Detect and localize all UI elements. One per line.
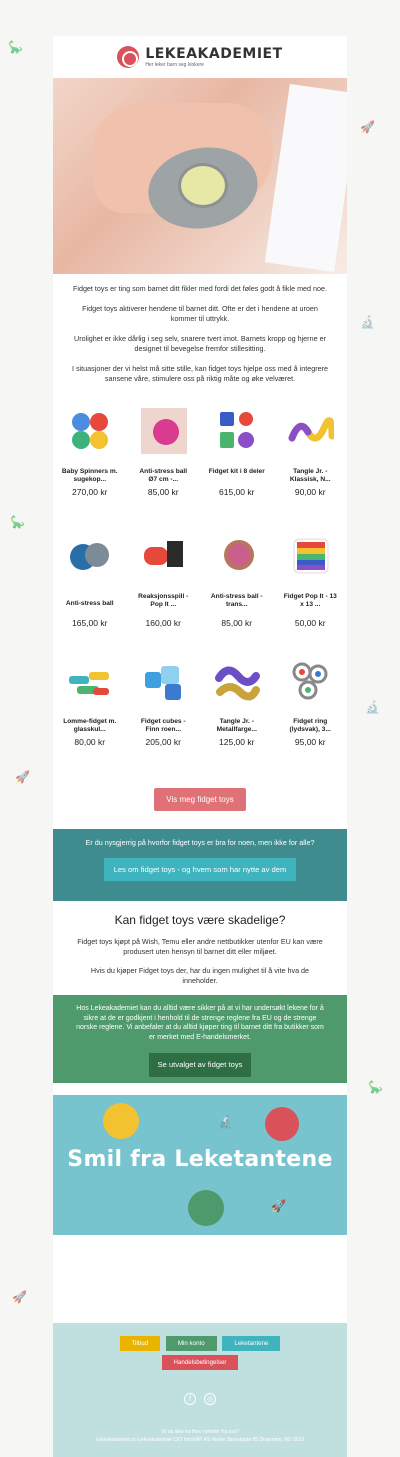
leketantene-banner[interactable] <box>53 1095 347 1235</box>
robot-avatar-icon <box>188 1190 224 1226</box>
newsletter-container <box>53 36 347 1457</box>
product-name[interactable]: Tangle Jr. - Klassisk, N... <box>289 468 331 483</box>
intro-paragraph: Fidget toys er ting som barnet ditt fikler med fordi det føles godt å fikle med noe. <box>72 284 328 293</box>
intro-paragraph: I situasjoner der vi helst må sitte stille, kan fidget toys hjelpe oss med å integrere sansene våre, stimulere oss på riktig måte og øke velværet. <box>71 364 329 383</box>
intro-paragraph: Urolighet er ikke dårlig i seg selv, snarere tvert imot. Barnets kropp og hjerne er designet til bevegelse fremfor stillesitting. <box>74 334 326 353</box>
safety-section <box>53 995 347 1083</box>
product-price: 90,00 kr <box>294 487 326 497</box>
dinosaur-avatar-icon <box>265 1107 299 1141</box>
product-card[interactable] <box>53 530 127 655</box>
product-card[interactable] <box>200 530 274 655</box>
product-card[interactable] <box>127 655 201 780</box>
product-image[interactable] <box>285 405 337 457</box>
product-name[interactable]: Fidget kit i 8 deler <box>208 468 265 475</box>
product-name[interactable]: Lomme-fidget m. glasskul... <box>63 718 117 733</box>
product-image[interactable] <box>211 530 263 582</box>
product-card[interactable] <box>127 530 201 655</box>
product-image[interactable] <box>64 655 116 707</box>
harm-paragraph: Fidget toys kjøpt på Wish, Temu eller andre nettbutikker utenfor EU kan være produsert uten hensyn til barnet ditt eller miljøet. <box>77 937 323 956</box>
product-card[interactable] <box>274 655 348 780</box>
product-image[interactable] <box>138 655 190 707</box>
product-image[interactable] <box>211 655 263 707</box>
product-price: 85,00 kr <box>221 618 253 628</box>
fidget-button-shape <box>178 163 228 208</box>
background-microscope-icon: 🔬 <box>360 315 375 329</box>
hero-image[interactable] <box>53 78 347 274</box>
product-grid <box>53 405 347 780</box>
product-card[interactable] <box>127 405 201 530</box>
background-rocket-icon: 🚀 <box>360 120 375 134</box>
harm-title: Kan fidget toys være skadelige? <box>114 913 286 927</box>
background-rocket-icon: 🚀 <box>15 770 30 784</box>
logo[interactable] <box>145 47 282 68</box>
info-question: Er du nysgjerrig på hvorfor fidget toys er bra for noen, men ikke for alle? <box>85 838 315 847</box>
social-links <box>53 1393 347 1405</box>
read-about-button[interactable]: Les om fidget toys - og hvem som har nytte av dem <box>104 858 297 881</box>
background-dinosaur-icon: 🦕 <box>8 40 23 54</box>
product-price: 615,00 kr <box>219 487 255 497</box>
product-card[interactable] <box>200 405 274 530</box>
background-microscope-icon: 🔬 <box>365 700 380 714</box>
brand-name: LEKEAKADEMIET <box>145 45 283 62</box>
brand-tagline: Her leker barn seg klokere <box>145 61 204 68</box>
rocket-icon: 🚀 <box>271 1199 286 1213</box>
show-products-cta <box>53 780 347 811</box>
product-name[interactable]: Anti-stress ball - trans... <box>210 593 263 608</box>
footer <box>53 1323 347 1457</box>
product-card[interactable] <box>274 405 348 530</box>
footer-links <box>53 1336 347 1370</box>
product-price: 85,00 kr <box>147 487 179 497</box>
microscope-icon: 🔬 <box>218 1115 233 1129</box>
product-name[interactable]: Anti-stress ball Ø7 cm -... <box>139 468 188 483</box>
product-price: 160,00 kr <box>145 618 181 628</box>
product-price: 95,00 kr <box>294 737 326 747</box>
product-image[interactable] <box>285 530 337 582</box>
leketantene-link[interactable]: Leketantene <box>222 1336 280 1351</box>
logo-icon[interactable] <box>117 46 139 68</box>
product-image[interactable] <box>211 405 263 457</box>
product-card[interactable] <box>274 530 348 655</box>
product-card[interactable] <box>53 405 127 530</box>
instagram-icon[interactable]: ◎ <box>204 1393 216 1405</box>
product-image[interactable] <box>138 405 190 457</box>
product-image[interactable] <box>138 530 190 582</box>
see-selection-button[interactable]: Se utvalget av fidget toys <box>149 1053 252 1077</box>
product-image[interactable] <box>64 405 116 457</box>
background-rocket-icon: 🚀 <box>12 1290 27 1304</box>
harm-section <box>53 901 347 986</box>
harm-paragraph: Hvis du kjøper Fidget toys der, har du ingen mulighet til å vite hva de inneholder. <box>90 966 310 985</box>
product-name[interactable]: Fidget cubes - Finn roen... <box>140 718 186 733</box>
product-card[interactable] <box>200 655 274 780</box>
terms-link[interactable]: Handelsbetingelser <box>162 1355 239 1370</box>
cat-avatar-icon <box>103 1103 139 1139</box>
paper-shape <box>265 84 347 272</box>
product-price: 125,00 kr <box>219 737 255 747</box>
product-price: 80,00 kr <box>74 737 106 747</box>
product-price: 50,00 kr <box>294 618 326 628</box>
header <box>53 36 347 78</box>
offers-link[interactable]: Tilbud <box>120 1336 161 1351</box>
product-price: 165,00 kr <box>72 618 108 628</box>
product-card[interactable] <box>53 655 127 780</box>
info-section <box>53 829 347 901</box>
safety-text: Hos Lekeakademiet kan du alltid være sikker på at vi har undersøkt lekene for å sikre at de er godkjent i henhold til de strenge reglene fra EU og de strenge norske reglene. Vi anbefaler at du alltid kjøper ting til barnet ditt fra butikker som er merket med E-handelsmerket. <box>76 1005 324 1041</box>
product-image[interactable] <box>285 655 337 707</box>
intro-text <box>53 274 347 384</box>
product-name[interactable]: Baby Spinners m. sugekop... <box>61 468 118 483</box>
product-image[interactable] <box>64 530 116 582</box>
product-price: 270,00 kr <box>72 487 108 497</box>
product-name[interactable]: Fidget Pop It - 13 x 13 ... <box>283 593 337 608</box>
intro-paragraph: Fidget toys aktiverer hendene til barnet ditt. Ofte er det i hendene at uroen kommer til uttrykk. <box>82 304 318 323</box>
background-dinosaur-icon: 🦕 <box>368 1080 383 1094</box>
facebook-icon[interactable]: f <box>184 1393 196 1405</box>
banner-title: Smil fra Leketantene <box>67 1147 333 1172</box>
product-price: 205,00 kr <box>145 737 181 747</box>
product-name[interactable]: Fidget ring (lydsvak), 3... <box>289 718 331 733</box>
product-name[interactable]: Reaksjonsspill - Pop It ... <box>138 593 189 608</box>
company-address: Lekeakademiet.no Lekeakademiet C/O IntraVAT AS Nedre Strandgate 85 Drammen, NO 3012 <box>95 1437 305 1443</box>
my-account-link[interactable]: Min konto <box>166 1336 217 1351</box>
background-dinosaur-icon: 🦕 <box>10 515 25 529</box>
product-name[interactable]: Tangle Jr. - Metallfarge... <box>216 718 257 733</box>
unsubscribe-text[interactable]: Vil du ikke ha flere nyheter fra oss? <box>160 1429 239 1435</box>
show-fidget-toys-button[interactable]: Vis meg fidget toys <box>154 788 245 811</box>
product-name[interactable]: Anti-stress ball <box>65 600 114 607</box>
